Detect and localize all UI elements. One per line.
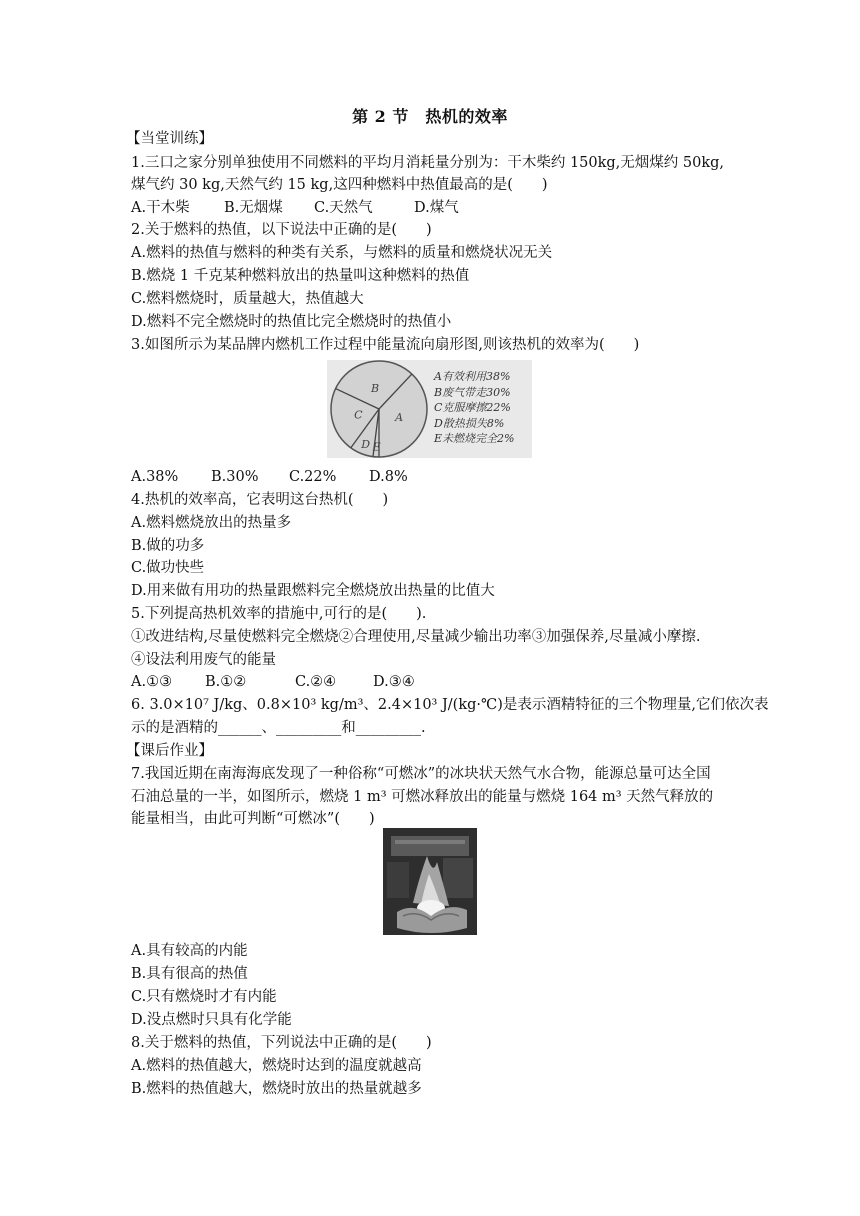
pie-legend	[434, 369, 514, 447]
q1-option-d: D.煤气	[414, 200, 459, 216]
q4-option-b: B.做的功多	[131, 538, 205, 554]
q4-option-d: D.用来做有用功的热量跟燃料完全燃烧放出热量的比值大	[131, 583, 495, 599]
q6-stem-line2: 示的是酒精的______、_________和_________.	[131, 720, 426, 736]
burning-ice-illustration	[383, 828, 477, 935]
q2-option-c: C.燃料燃烧时，质量越大，热值越大	[131, 291, 364, 307]
legend-item-d: D散热损失8%	[434, 416, 505, 430]
q5-option-c: C.②④	[295, 674, 337, 690]
q8-option-a: A.燃料的热值越大，燃烧时达到的温度就越高	[131, 1058, 422, 1074]
page-title: 第 2 节 热机的效率	[352, 107, 508, 126]
legend-item-e: E未燃烧完全2%	[434, 432, 515, 445]
q7-stem-line2: 石油总量的一半，如图所示，燃烧 1 m³ 可燃冰释放出的能量与燃烧 164 m³ 天然气释放的	[131, 789, 714, 805]
q3-option-b: B.30%	[211, 469, 259, 485]
q1-option-a: A.干木柴	[131, 200, 190, 216]
q1-option-b: B.无烟煤	[224, 200, 283, 216]
q8-stem: 8.关于燃料的热值，下列说法中正确的是( )	[131, 1035, 432, 1051]
q2-option-a: A.燃料的热值与燃料的种类有关系，与燃料的质量和燃烧状况无关	[131, 245, 553, 261]
pie-slice-label: B	[370, 381, 380, 395]
pie-slice-label: E	[372, 440, 381, 454]
q5-option-b: B.①②	[205, 674, 247, 690]
q3-option-a: A.38%	[131, 469, 179, 485]
q4-option-a: A.燃料燃烧放出的热量多	[131, 515, 292, 531]
pie-slice-label: D	[361, 437, 371, 451]
q5-stem: 5.下列提高热机效率的措施中,可行的是( ).	[131, 606, 427, 622]
section-heading-classwork: 【当堂训练】	[126, 131, 213, 147]
legend-item-b: B废气带走30%	[434, 385, 511, 399]
pie-slice-label: C	[354, 408, 363, 422]
q5-measures-line2: ④设法利用废气的能量	[131, 652, 276, 668]
q7-stem-line1: 7.我国近期在南海海底发现了一种俗称“可燃冰”的冰块状天然气水合物，能源总量可达全国	[131, 766, 711, 782]
q3-option-c: C.22%	[289, 469, 337, 485]
q8-option-b: B.燃料的热值越大，燃烧时放出的热量就越多	[131, 1081, 422, 1097]
section-heading-homework: 【课后作业】	[126, 743, 213, 759]
q3-stem: 3.如图所示为某品牌内燃机工作过程中能量流向扇形图,则该热机的效率为( )	[131, 337, 640, 353]
q3-options	[131, 466, 408, 488]
q5-option-d: D.③④	[373, 674, 415, 690]
q7-stem-line3: 能量相当，由此可判断“可燃冰”( )	[131, 811, 375, 827]
q2-option-b: B.燃烧 1 千克某种燃料放出的热量叫这种燃料的热值	[131, 268, 470, 284]
pie-slice-label: A	[395, 410, 404, 424]
q4-stem: 4.热机的效率高，它表明这台热机( )	[131, 492, 389, 508]
legend-item-c: C克服摩擦22%	[434, 401, 511, 414]
legend-item-a: A有效利用38%	[434, 370, 511, 383]
q1-option-c: C.天然气	[314, 200, 373, 216]
q2-stem: 2.关于燃料的热值，以下说法中正确的是( )	[131, 222, 432, 238]
combustible-ice-photo	[383, 828, 477, 935]
energy-flow-pie-figure	[327, 360, 532, 458]
q1-options	[131, 197, 459, 219]
q7-option-c: C.只有燃烧时才有内能	[131, 989, 277, 1005]
q7-option-b: B.具有很高的热值	[131, 966, 248, 982]
q7-option-a: A.具有较高的内能	[131, 943, 248, 959]
q5-option-a: A.①③	[131, 674, 173, 690]
q7-option-d: D.没点燃时只具有化学能	[131, 1012, 292, 1028]
q3-option-d: D.8%	[369, 469, 408, 485]
q1-stem-line1: 1.三口之家分别单独使用不同燃料的平均月消耗量分别为：干木柴约 150kg,无烟煤约 50kg,	[131, 155, 725, 171]
q2-option-d: D.燃料不完全燃烧时的热值比完全燃烧时的热值小	[131, 314, 452, 330]
q5-measures-line1: ①改进结构,尽量使燃料完全燃烧②合理使用,尽量减少输出功率③加强保养,尽量减小摩擦.	[131, 629, 701, 645]
q4-option-c: C.做功快些	[131, 560, 205, 576]
q6-stem-line1: 6. 3.0×10⁷ J/kg、0.8×10³ kg/m³、2.4×10³ J/(kg·℃)是表示酒精特征的三个物理量,它们依次表	[131, 697, 769, 713]
q1-stem-line2: 煤气约 30 kg,天然气约 15 kg,这四种燃料中热值最高的是( )	[131, 177, 548, 193]
q5-options	[131, 671, 415, 693]
